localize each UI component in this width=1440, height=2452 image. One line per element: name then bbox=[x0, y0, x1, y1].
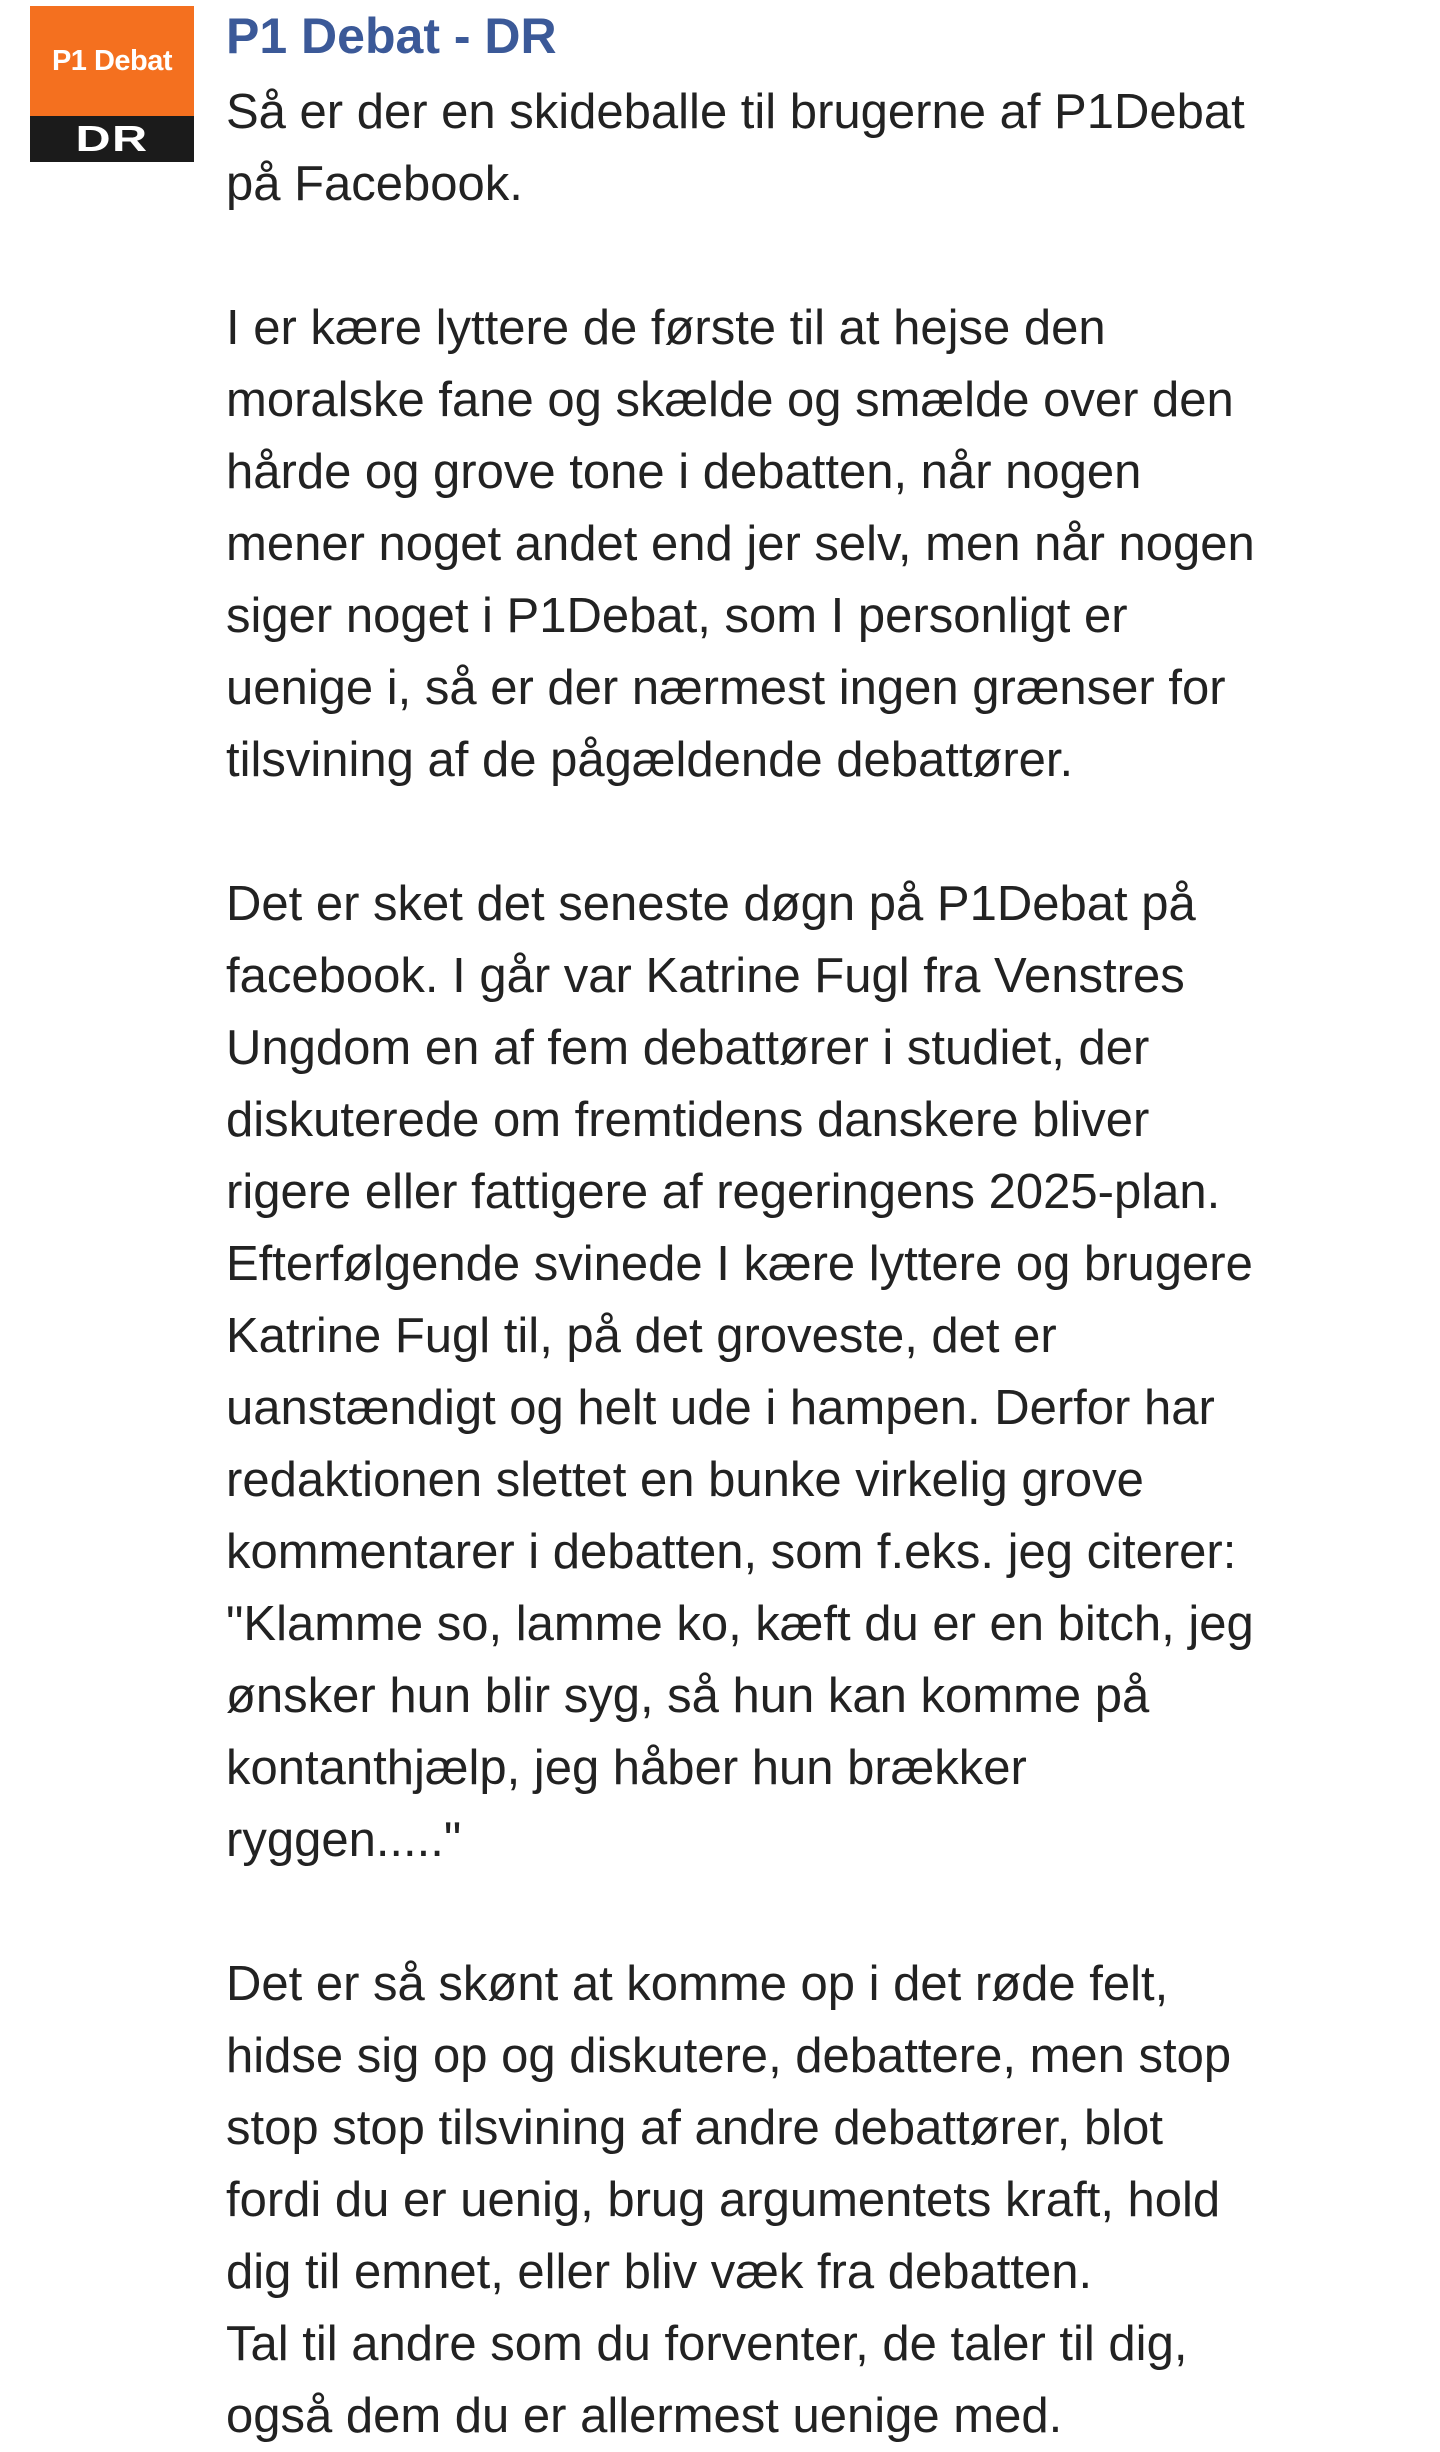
text-line: ønsker hun blir syg, så hun kan komme på bbox=[226, 1669, 1150, 1723]
post-paragraph-3 bbox=[226, 868, 1426, 1876]
post-author-link[interactable]: P1 Debat - DR bbox=[226, 8, 557, 64]
text-line: fordi du er uenig, brug argumentets kraft, hold bbox=[226, 2173, 1221, 2227]
text-line: siger noget i P1Debat, som I personligt er bbox=[226, 589, 1128, 643]
post-body bbox=[226, 76, 1426, 2452]
text-line: hidse sig op og diskutere, debattere, men stop bbox=[226, 2029, 1232, 2083]
text-line: uenige i, så er der nærmest ingen grænser for bbox=[226, 661, 1226, 715]
text-line: kontanthjælp, jeg håber hun brækker bbox=[226, 1741, 1027, 1795]
avatar-logo-text: P1 Debat bbox=[51, 44, 173, 77]
text-line: "Klamme so, lamme ko, kæft du er en bitch, jeg bbox=[226, 1597, 1254, 1651]
text-line: facebook. I går var Katrine Fugl fra Venstres bbox=[226, 949, 1185, 1003]
text-line: Ungdom en af fem debattører i studiet, der bbox=[226, 1021, 1150, 1075]
text-line: Så er der en skideballe til brugerne af P1Debat bbox=[226, 85, 1245, 139]
post-paragraph-1 bbox=[226, 76, 1426, 220]
text-line: moralske fane og skælde og smælde over den bbox=[226, 373, 1234, 427]
text-line: ryggen....." bbox=[226, 1813, 462, 1867]
text-line: redaktionen slettet en bunke virkelig grove bbox=[226, 1453, 1144, 1507]
text-line: Det er sket det seneste døgn på P1Debat på bbox=[226, 877, 1196, 931]
text-line: I er kære lyttere de første til at hejse den bbox=[226, 301, 1106, 355]
text-line: på Facebook. bbox=[226, 157, 523, 211]
text-line: kommentarer i debatten, som f.eks. jeg citerer: bbox=[226, 1525, 1237, 1579]
avatar-logo-top bbox=[30, 6, 194, 116]
text-line: stop stop tilsvining af andre debattører, blot bbox=[226, 2101, 1163, 2155]
text-line: rigere eller fattigere af regeringens 2025-plan. bbox=[226, 1165, 1221, 1219]
avatar-dr-text: DR bbox=[75, 118, 149, 159]
text-line: Katrine Fugl til, på det groveste, det er bbox=[226, 1309, 1057, 1363]
text-line: uanstændigt og helt ude i hampen. Derfor har bbox=[226, 1381, 1215, 1435]
text-line: diskuterede om fremtidens danskere bliver bbox=[226, 1093, 1150, 1147]
text-line: også dem du er allermest uenige med. bbox=[226, 2389, 1063, 2443]
post-paragraph-2 bbox=[226, 292, 1426, 796]
text-line: Tal til andre som du forventer, de taler til dig, bbox=[226, 2317, 1188, 2371]
text-line: mener noget andet end jer selv, men når nogen bbox=[226, 517, 1255, 571]
avatar-logo-bottom bbox=[30, 116, 194, 162]
text-line: Det er så skønt at komme op i det røde felt, bbox=[226, 1957, 1169, 2011]
text-line: tilsvining af de pågældende debattører. bbox=[226, 733, 1074, 787]
text-line: Efterfølgende svinede I kære lyttere og brugere bbox=[226, 1237, 1253, 1291]
page-avatar[interactable] bbox=[30, 6, 194, 162]
post-paragraph-4 bbox=[226, 1948, 1426, 2452]
text-line: dig til emnet, eller bliv væk fra debatten. bbox=[226, 2245, 1093, 2299]
text-line: hårde og grove tone i debatten, når nogen bbox=[226, 445, 1142, 499]
